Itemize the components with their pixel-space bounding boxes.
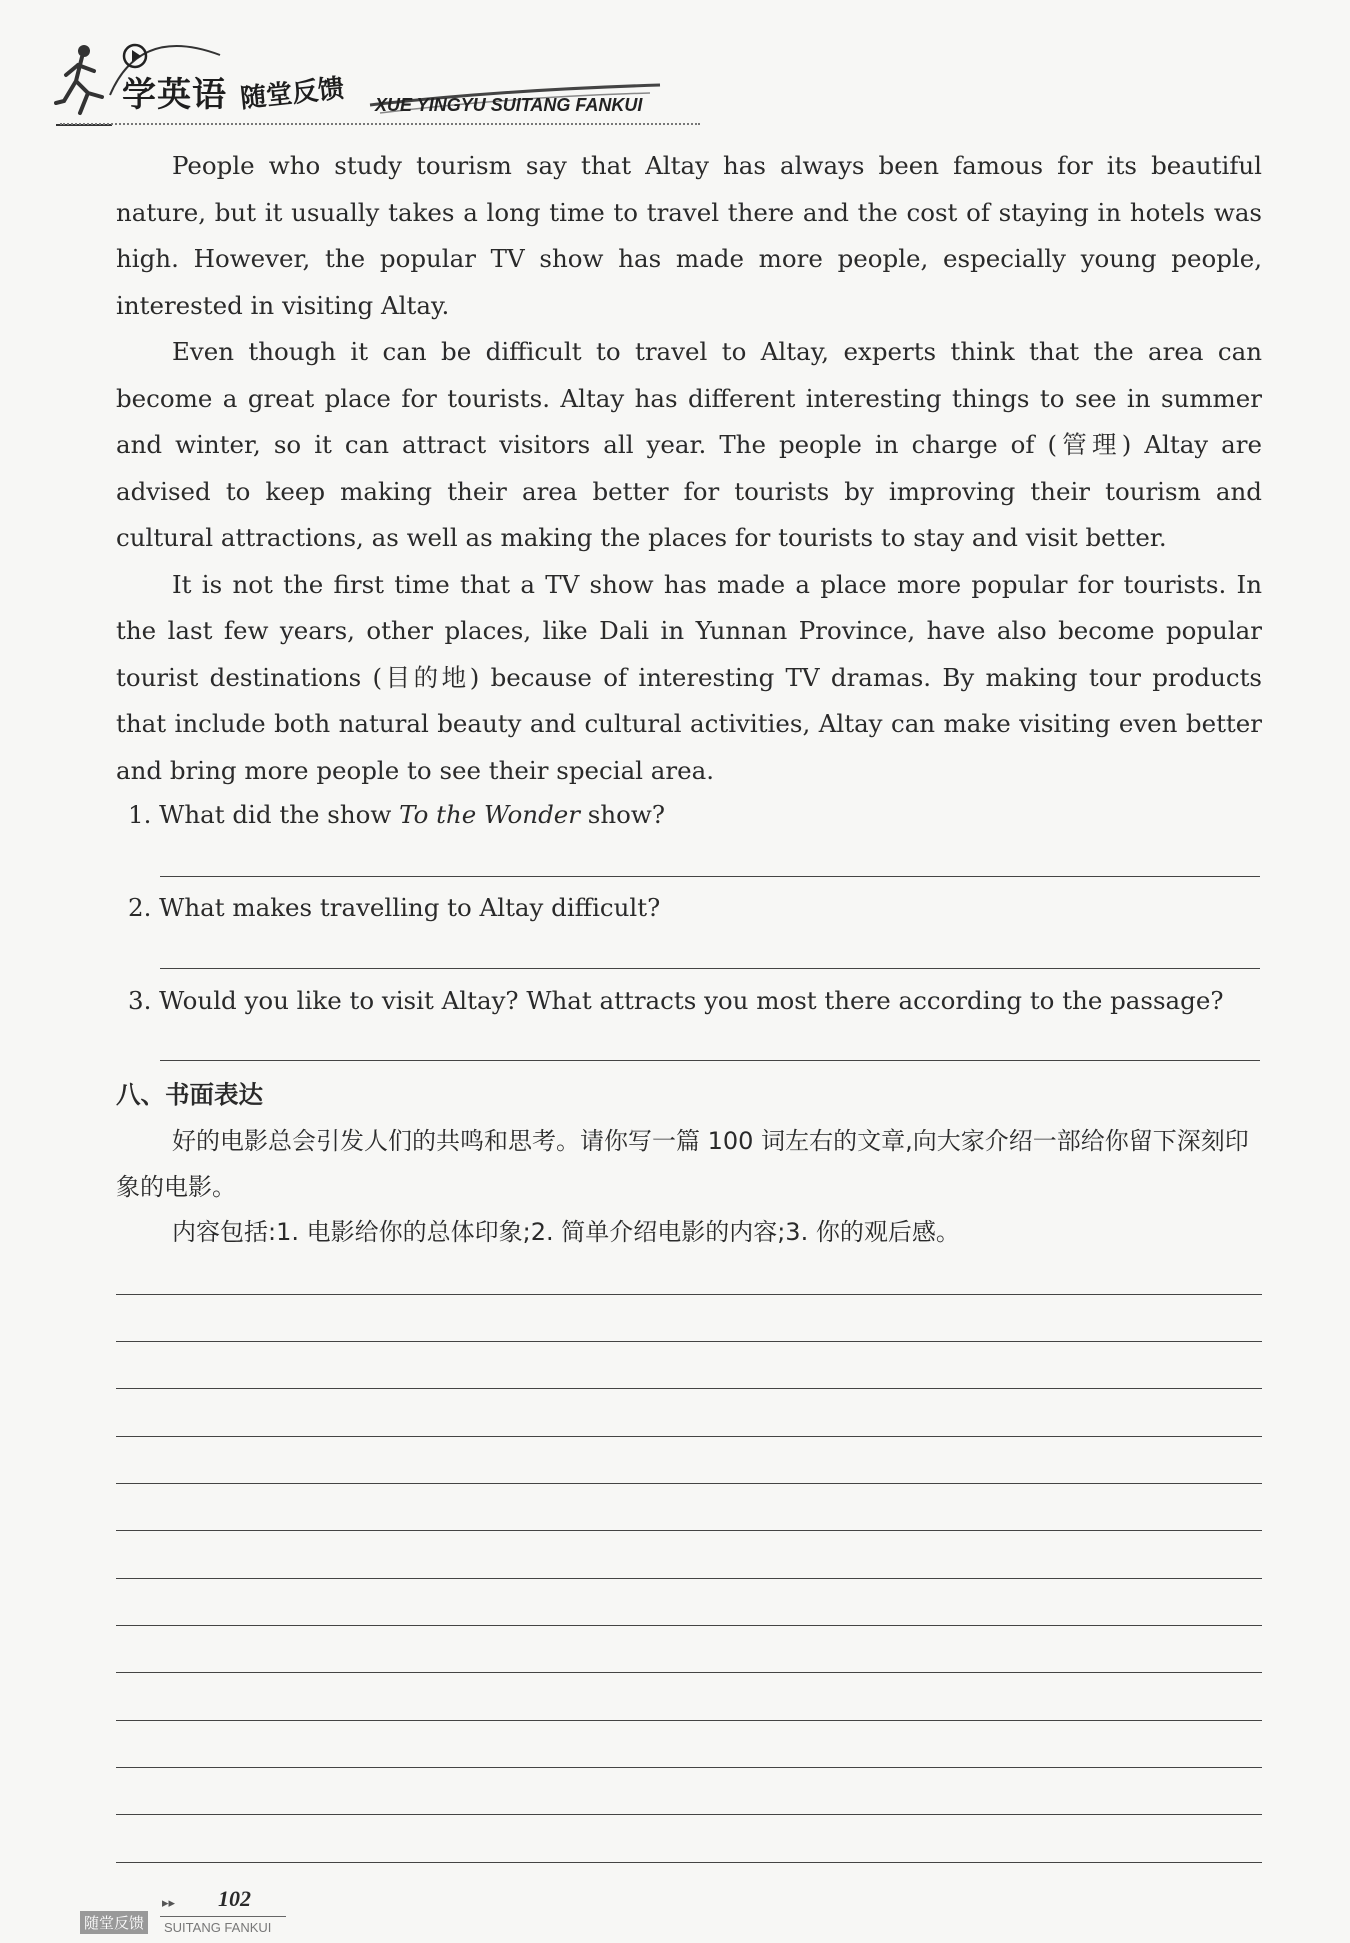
header-title-cn: 学英语 bbox=[122, 75, 227, 115]
writing-line[interactable] bbox=[116, 1294, 1262, 1295]
writing-line[interactable] bbox=[116, 1814, 1262, 1815]
writing-line[interactable] bbox=[116, 1530, 1262, 1531]
writing-line[interactable] bbox=[116, 1578, 1262, 1579]
question-1-suffix: show? bbox=[579, 800, 665, 829]
footer-divider bbox=[160, 1916, 286, 1917]
passage-paragraph: It is not the first time that a TV show has made a place more popular for tourists. In the last few years, other places, like Dali in Yunnan Province, have also become popular tourist destinations (目的地) because of interesting TV dramas. By making tour products that include both natural beauty and cultural activities, Altay can make visiting even better and bring more people to see their special area. bbox=[116, 569, 1262, 785]
question-2: 2. What makes travelling to Altay difficult? bbox=[128, 893, 661, 922]
page-header bbox=[50, 35, 670, 135]
reading-passage bbox=[116, 143, 1262, 794]
writing-line[interactable] bbox=[116, 1672, 1262, 1673]
footer-arrows-icon: ▸▸ bbox=[162, 1896, 176, 1911]
writing-line[interactable] bbox=[116, 1436, 1262, 1437]
header-title-en: XUE YINGYU SUITANG FANKUI bbox=[375, 95, 643, 115]
answer-line-2[interactable] bbox=[160, 968, 1260, 969]
question-1-show-title: To the Wonder bbox=[399, 800, 580, 829]
header-subtitle-cn: 随堂反馈 bbox=[238, 73, 346, 115]
runner-logo-icon bbox=[54, 41, 114, 133]
question-1-prefix: 1. What did the show bbox=[128, 800, 400, 829]
writing-content-requirements: 内容包括:1. 电影给你的总体印象;2. 简单介绍电影的内容;3. 你的观后感。 bbox=[172, 1218, 960, 1246]
writing-line[interactable] bbox=[116, 1388, 1262, 1389]
passage-paragraph: Even though it can be difficult to travel to Altay, experts think that the area can become a great place for tourists. Altay has different interesting things to see in summer and winter, so it can attract visitors all year. The people in charge of (管理) Altay are advised to keep making their area better for tourists by improving their tourism and cultural attractions, as well as making the places for tourists to stay and visit better. bbox=[116, 337, 1262, 552]
question-3: 3. Would you like to visit Altay? What attracts you most there according to the passage? bbox=[128, 986, 1224, 1015]
writing-prompt: 好的电影总会引发人们的共鸣和思考。请你写一篇 100 词左右的文章,向大家介绍一部给你留下深刻印象的电影。 bbox=[116, 1127, 1249, 1201]
writing-line[interactable] bbox=[116, 1720, 1262, 1721]
page-number: 102 bbox=[218, 1886, 251, 1911]
play-icon bbox=[122, 43, 148, 69]
footer-badge-en: SUITANG FANKUI bbox=[164, 1920, 272, 1935]
section-title-writing: 八、书面表达 bbox=[116, 1080, 263, 1109]
header-divider bbox=[60, 123, 700, 125]
writing-line[interactable] bbox=[116, 1483, 1262, 1484]
writing-line[interactable] bbox=[116, 1625, 1262, 1626]
footer-badge-cn: 随堂反馈 bbox=[80, 1911, 148, 1934]
passage-paragraph: People who study tourism say that Altay has always been famous for its beautiful nature, but it usually takes a long time to travel there and the cost of staying in hotels was high. However, the popular TV show has made more people, especially young people, interested in visiting Altay. bbox=[116, 151, 1262, 320]
writing-line[interactable] bbox=[116, 1767, 1262, 1768]
writing-line[interactable] bbox=[116, 1862, 1262, 1863]
answer-line-1[interactable] bbox=[160, 876, 1260, 877]
question-1 bbox=[128, 800, 665, 829]
writing-line[interactable] bbox=[116, 1341, 1262, 1342]
answer-line-3[interactable] bbox=[160, 1060, 1260, 1061]
